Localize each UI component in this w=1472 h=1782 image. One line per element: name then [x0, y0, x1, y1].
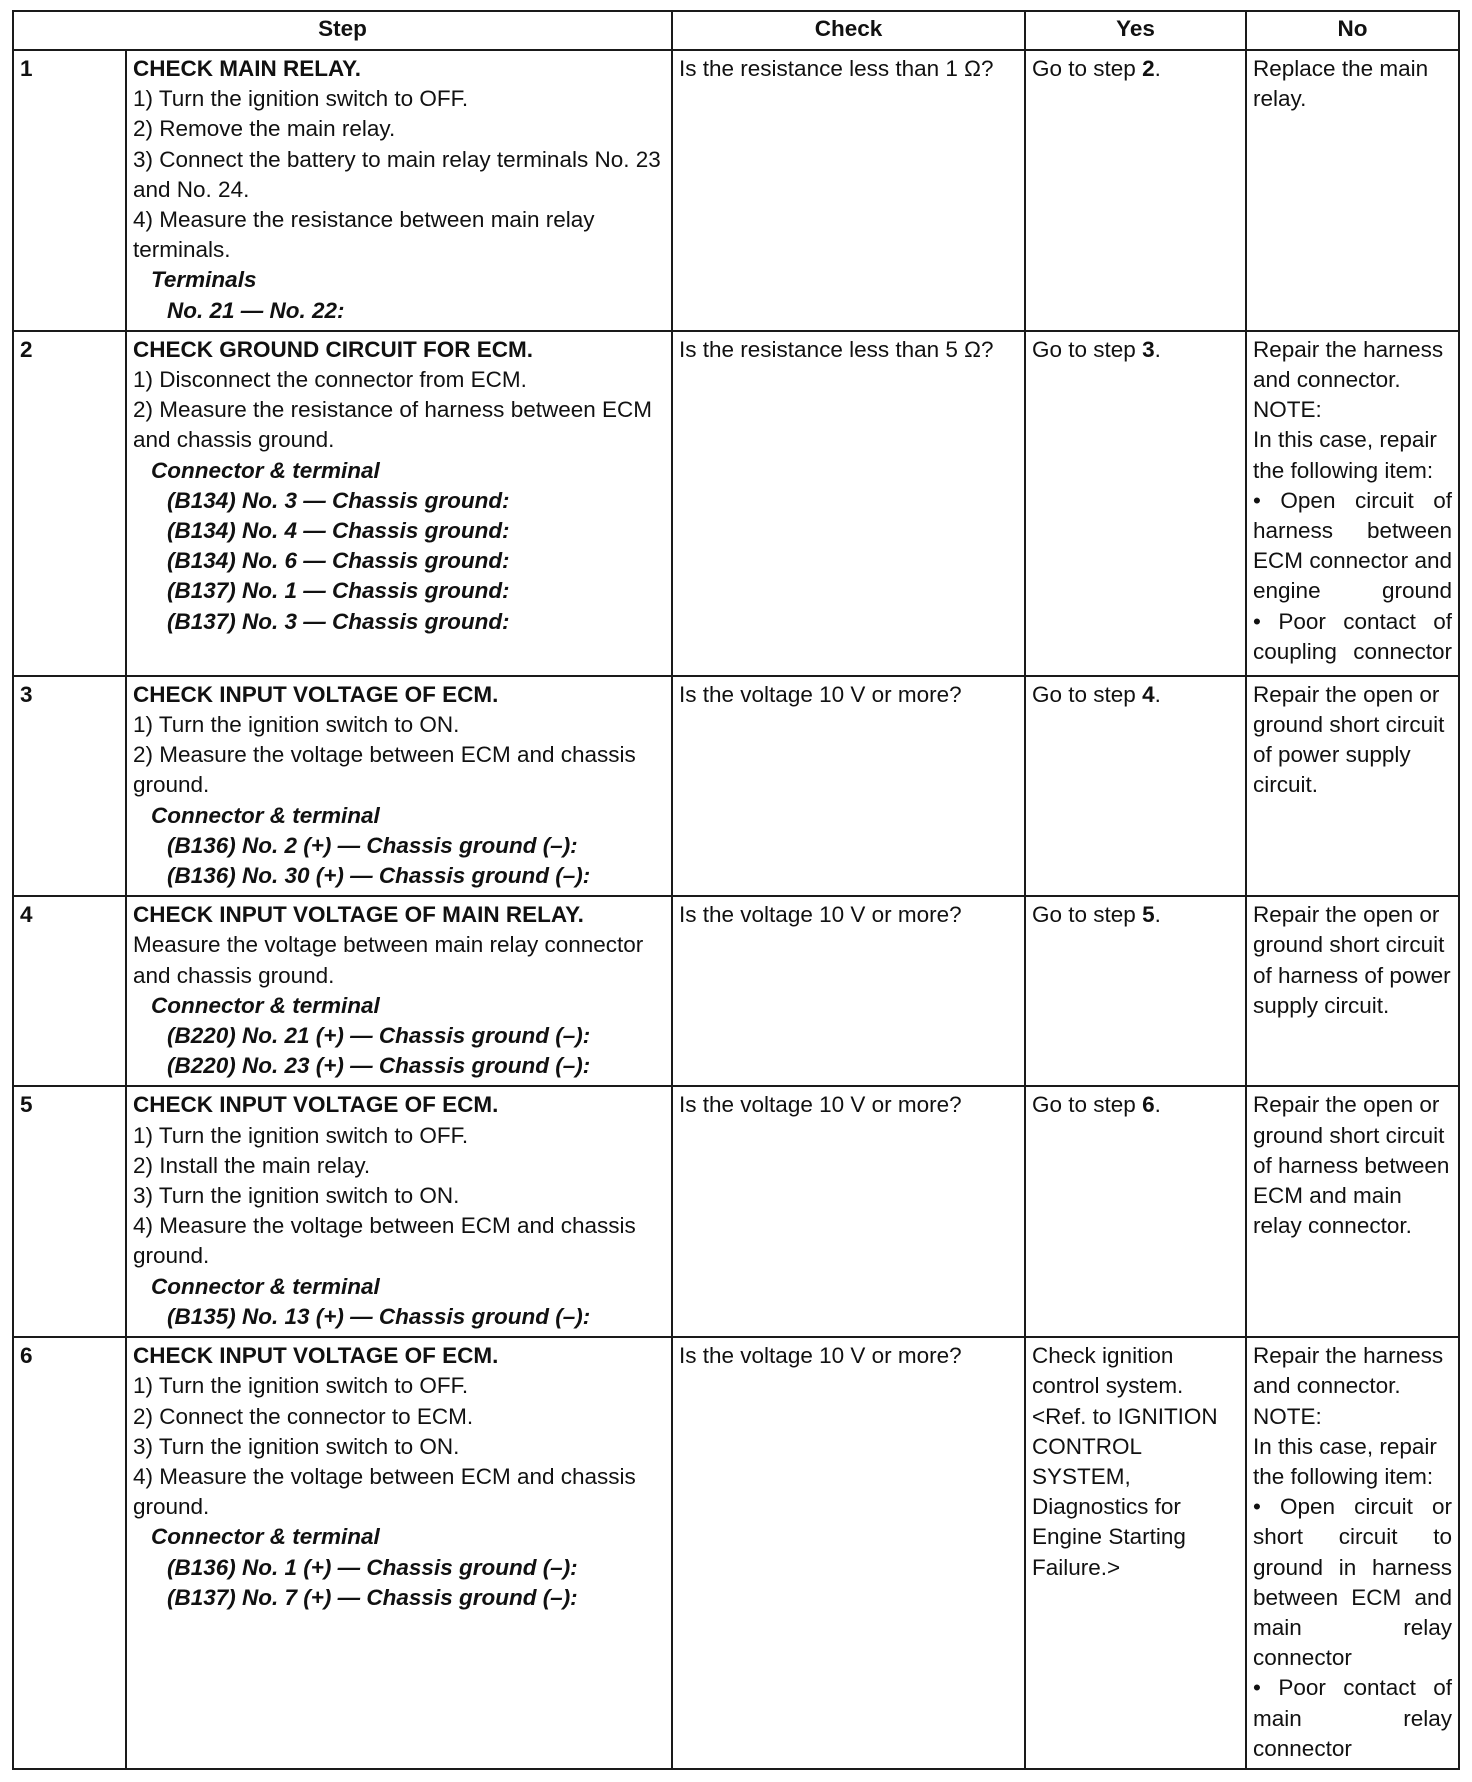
no-cell [1246, 1086, 1459, 1337]
step-title: CHECK GROUND CIRCUIT FOR ECM. [133, 336, 533, 362]
check-cell: Is the voltage 10 V or more? [672, 1337, 1025, 1769]
check-cell: Is the voltage 10 V or more? [672, 676, 1025, 896]
step-title: CHECK INPUT VOLTAGE OF ECM. [133, 1092, 499, 1118]
step-instruction: 1) Turn the ignition switch to OFF. [133, 1122, 469, 1148]
terminal-spec: (B220) No. 21 (+) — Chassis ground (–): [167, 1023, 591, 1049]
terminal-label: Connector & terminal [151, 1524, 380, 1550]
yes-period: . [1154, 56, 1161, 81]
step-cell [126, 1337, 672, 1769]
yes-cell [1025, 1086, 1246, 1337]
yes-step-number: 6 [1142, 1092, 1155, 1118]
yes-text: Go to step [1032, 902, 1143, 928]
step-number: 4 [13, 896, 126, 1086]
note-item: In this case, repair the following item: [1253, 427, 1437, 483]
step-number: 5 [13, 1086, 126, 1337]
note-item: • Poor contact of main relay connector [1253, 1675, 1453, 1761]
note-item: In this case, repair the following item: [1253, 1433, 1437, 1489]
terminal-spec: (B137) No. 1 — Chassis ground: [167, 578, 510, 604]
table-row [13, 50, 1459, 331]
yes-step-number: 2 [1142, 56, 1155, 81]
step-instruction: 3) Turn the ignition switch to ON. [133, 1433, 460, 1459]
step-instruction: 4) Measure the voltage between ECM and chassis ground. [133, 1213, 636, 1269]
step-number: 1 [13, 50, 126, 331]
terminal-label: Connector & terminal [151, 802, 380, 828]
step-instruction: 3) Connect the battery to main relay terminals No. 23 and No. 24. [133, 146, 661, 202]
step-title: CHECK MAIN RELAY. [133, 56, 361, 81]
table-body [13, 50, 1459, 1769]
terminal-label: Connector & terminal [151, 1273, 380, 1299]
step-instruction: 2) Measure the resistance of harness between ECM and chassis ground. [133, 397, 653, 453]
step-cell [126, 896, 672, 1086]
check-cell: Is the voltage 10 V or more? [672, 896, 1025, 1086]
terminal-spec: (B136) No. 30 (+) — Chassis ground (–): [167, 863, 591, 889]
terminal-spec: (B137) No. 3 — Chassis ground: [167, 608, 510, 634]
step-instruction: 2) Install the main relay. [133, 1152, 371, 1178]
check-cell: Is the resistance less than 1 Ω? [672, 50, 1025, 331]
table-row [13, 1086, 1459, 1337]
note-label: NOTE: [1253, 397, 1322, 423]
yes-text: Go to step [1032, 336, 1143, 362]
step-instruction: 1) Turn the ignition switch to ON. [133, 712, 460, 738]
note-item: • Poor contact of coupling connector [1253, 608, 1453, 664]
step-instruction: 1) Turn the ignition switch to OFF. [133, 86, 469, 112]
no-cell [1246, 50, 1459, 331]
yes-text: Go to step [1032, 56, 1143, 81]
check-cell: Is the resistance less than 5 Ω? [672, 331, 1025, 676]
note-item: • Open circuit of harness between ECM connector and engine ground [1253, 487, 1453, 604]
yes-period: . [1154, 681, 1161, 707]
check-cell: Is the voltage 10 V or more? [672, 1086, 1025, 1337]
yes-step-number: 4 [1142, 681, 1155, 707]
no-action: Repair the open or ground short circuit of harness between ECM and main relay connector. [1253, 1092, 1450, 1239]
yes-text: Go to step [1032, 681, 1143, 707]
terminal-label: Connector & terminal [151, 457, 380, 483]
table-row [13, 331, 1459, 676]
header-no: No [1246, 11, 1459, 50]
step-instruction: 4) Measure the voltage between ECM and chassis ground. [133, 1463, 636, 1520]
step-instruction: 2) Remove the main relay. [133, 116, 396, 142]
note-item: • Open circuit or short circuit to ground in harness between ECM and main relay connector [1253, 1494, 1453, 1671]
step-instruction: 4) Measure the resistance between main relay terminals. [133, 207, 595, 263]
step-cell [126, 1086, 672, 1337]
no-cell [1246, 896, 1459, 1086]
step-number: 3 [13, 676, 126, 896]
yes-period: . [1154, 336, 1161, 362]
yes-cell [1025, 896, 1246, 1086]
terminal-spec: (B136) No. 2 (+) — Chassis ground (–): [167, 832, 578, 858]
step-title: CHECK INPUT VOLTAGE OF ECM. [133, 1343, 499, 1369]
no-action: Repair the open or ground short circuit of harness of power supply circuit. [1253, 902, 1451, 1018]
step-instruction: 3) Turn the ignition switch to ON. [133, 1183, 460, 1209]
note-label: NOTE: [1253, 1403, 1322, 1429]
header-step: Step [13, 11, 672, 50]
header-row [13, 11, 1459, 50]
no-cell [1246, 1337, 1459, 1769]
table-row [13, 896, 1459, 1086]
terminal-label: Terminals [151, 267, 257, 293]
no-cell [1246, 331, 1459, 676]
yes-step-number: 5 [1142, 902, 1155, 928]
yes-cell: Check ignition control system. <Ref. to IGNITION CONTROL SYSTEM, Diagnostics for Engine Starting Failure.> [1025, 1337, 1246, 1769]
step-number: 6 [13, 1337, 126, 1769]
yes-period: . [1154, 1092, 1161, 1118]
terminal-spec: (B136) No. 1 (+) — Chassis ground (–): [167, 1554, 578, 1580]
terminal-spec: (B135) No. 13 (+) — Chassis ground (–): [167, 1303, 591, 1329]
terminal-spec: (B137) No. 7 (+) — Chassis ground (–): [167, 1584, 578, 1610]
no-action: Replace the main relay. [1253, 56, 1429, 112]
step-instruction: 2) Measure the voltage between ECM and chassis ground. [133, 742, 636, 798]
header-yes: Yes [1025, 11, 1246, 50]
no-action: Repair the open or ground short circuit of power supply circuit. [1253, 681, 1445, 798]
step-instruction: Measure the voltage between main relay connector and chassis ground. [133, 932, 644, 988]
step-instruction: 1) Disconnect the connector from ECM. [133, 367, 527, 393]
step-instruction: 1) Turn the ignition switch to OFF. [133, 1373, 469, 1399]
terminal-label: Connector & terminal [151, 992, 380, 1018]
step-title: CHECK INPUT VOLTAGE OF MAIN RELAY. [133, 902, 584, 928]
step-cell [126, 676, 672, 896]
step-cell [126, 331, 672, 676]
terminal-spec: (B134) No. 4 — Chassis ground: [167, 518, 510, 544]
no-cell [1246, 676, 1459, 896]
no-action: Repair the harness and connector. [1253, 336, 1444, 393]
table-row [13, 1337, 1459, 1769]
table-row [13, 676, 1459, 896]
diagnostic-table [12, 10, 1460, 1770]
header-check: Check [672, 11, 1025, 50]
yes-period: . [1154, 902, 1161, 928]
step-instruction: 2) Connect the connector to ECM. [133, 1403, 474, 1429]
yes-cell [1025, 676, 1246, 896]
step-title: CHECK INPUT VOLTAGE OF ECM. [133, 681, 499, 707]
terminal-spec: (B220) No. 23 (+) — Chassis ground (–): [167, 1053, 591, 1079]
step-cell [126, 50, 672, 331]
yes-cell [1025, 50, 1246, 331]
terminal-spec: (B134) No. 6 — Chassis ground: [167, 548, 510, 574]
yes-step-number: 3 [1142, 336, 1155, 362]
no-action: Repair the harness and connector. [1253, 1343, 1444, 1399]
yes-text: Go to step [1032, 1092, 1143, 1118]
terminal-spec: (B134) No. 3 — Chassis ground: [167, 487, 510, 513]
yes-cell [1025, 331, 1246, 676]
step-number: 2 [13, 331, 126, 676]
terminal-spec: No. 21 — No. 22: [167, 297, 345, 323]
